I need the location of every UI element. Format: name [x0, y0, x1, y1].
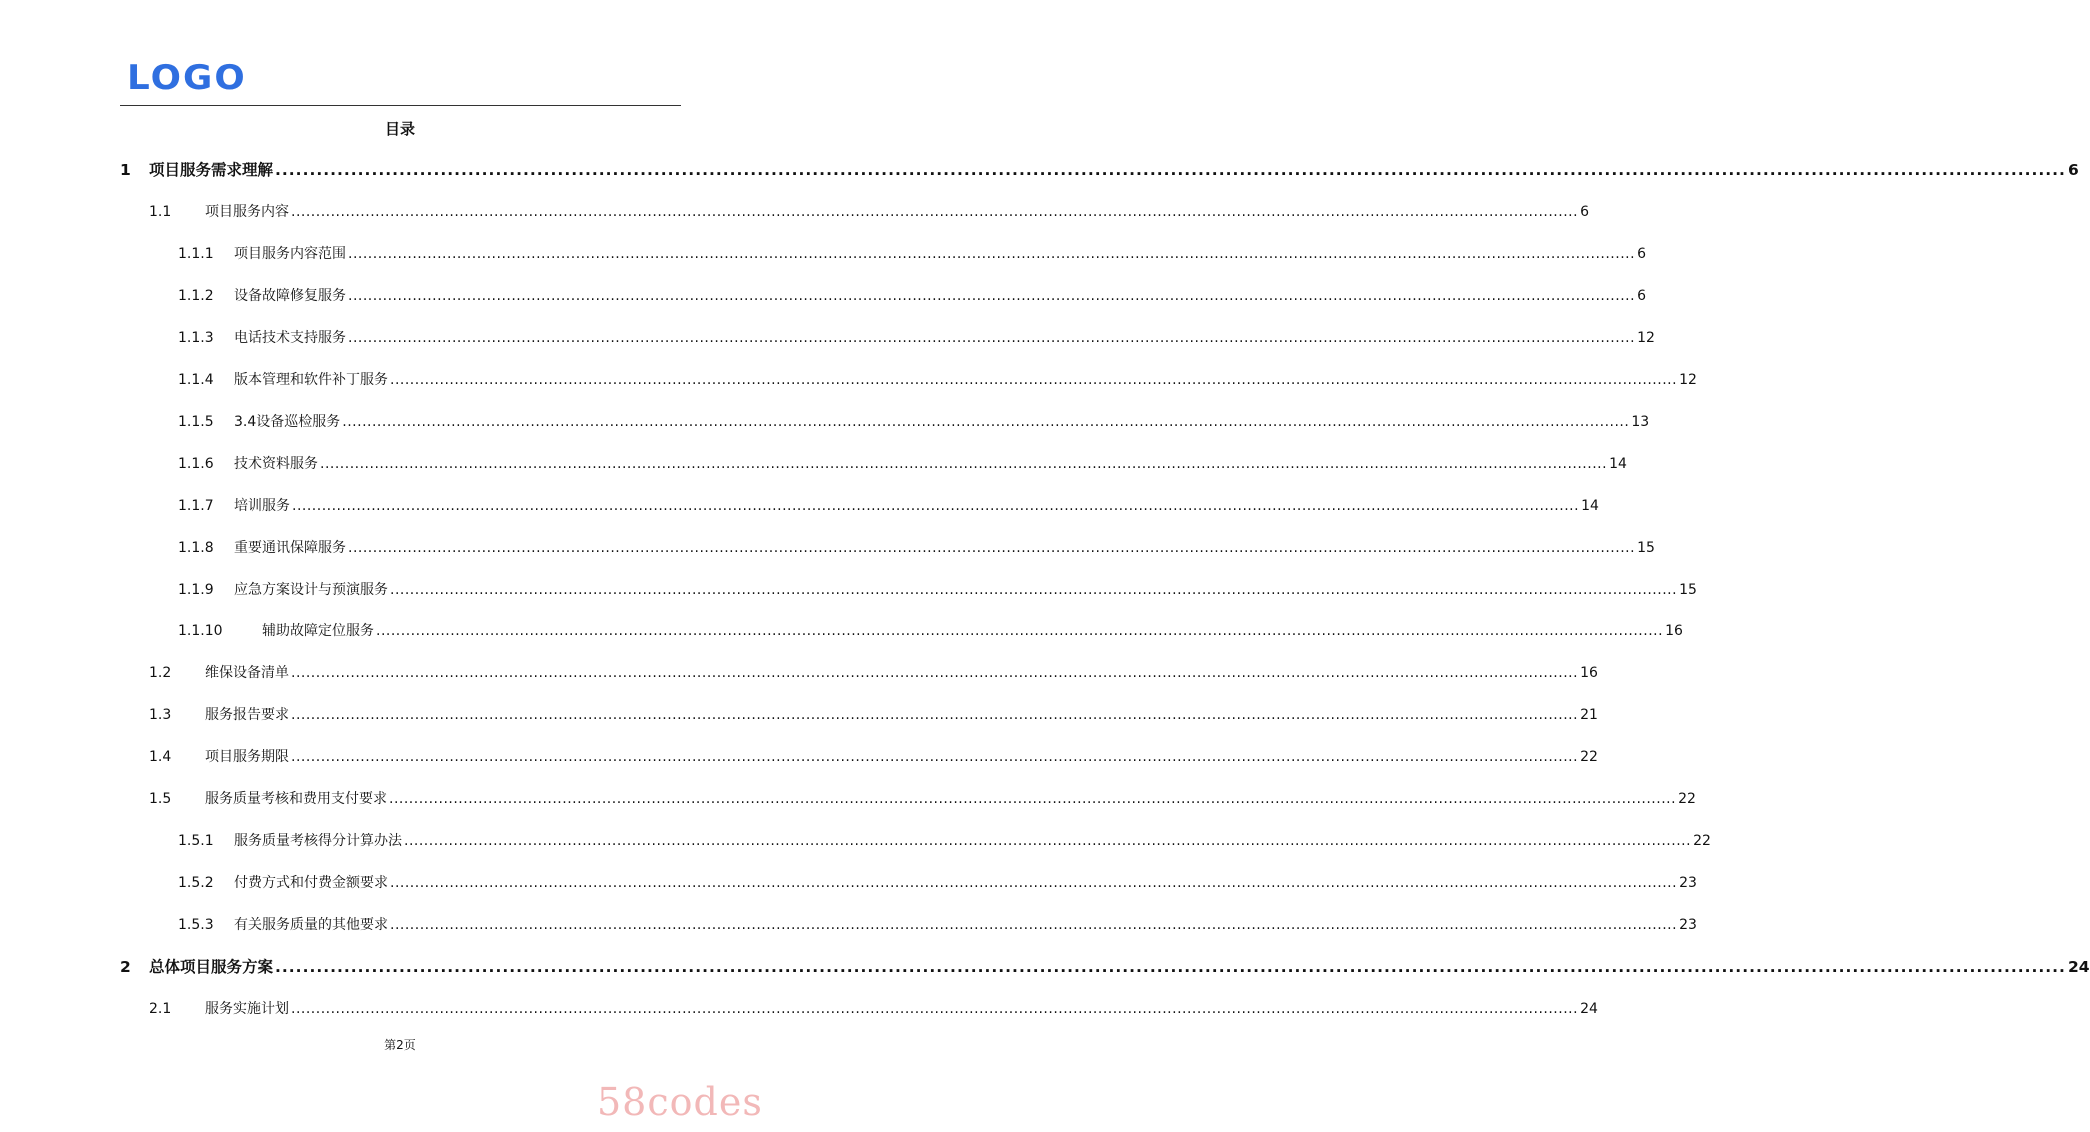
toc-entry-number: 1.4	[149, 749, 172, 766]
toc-entry-page: 16	[1580, 665, 1598, 682]
toc-entry-title: 总体项目服务方案	[149, 958, 274, 977]
toc-entry-page: 23	[1679, 875, 1697, 892]
toc-entry[interactable]	[178, 538, 1655, 558]
toc-entry-title: 项目服务期限	[205, 749, 289, 766]
toc-entry-title: 有关服务质量的其他要求	[234, 917, 388, 934]
toc-entry-page: 24	[2067, 958, 2090, 977]
toc-entry-number: 1.1.9	[178, 581, 214, 598]
toc-entry[interactable]	[178, 873, 1697, 893]
page-number: 第2页	[384, 1038, 416, 1052]
toc-entry[interactable]	[178, 454, 1627, 474]
watermark: 58codes	[597, 1080, 763, 1124]
header-divider	[120, 105, 681, 106]
toc-entry[interactable]	[149, 789, 1696, 809]
toc-entry-page: 21	[1580, 707, 1598, 724]
toc-entry[interactable]	[149, 999, 1598, 1019]
toc-entry-page: 6	[1580, 203, 1589, 220]
toc-dot-leader: ....................................................................................................................................................................................................................................................................	[291, 749, 1579, 766]
toc-entry-number: 2	[120, 958, 131, 977]
toc-entry-page: 13	[1631, 413, 1650, 430]
toc-entry[interactable]	[178, 244, 1646, 264]
toc-dot-leader: ....................................................................................................................................................................................................................................................................	[291, 203, 1579, 220]
toc-dot-leader: ....................................................................................................................................................................................................................................................................	[404, 833, 1692, 850]
toc-dot-leader: ....................................................................................................................................................................................................................................................................	[348, 539, 1636, 556]
toc-dot-leader: ....................................................................................................................................................................................................................................................................	[275, 161, 2066, 179]
toc-entry-page: 22	[1580, 749, 1598, 766]
toc-entry-page: 22	[1678, 791, 1696, 808]
toc-entry[interactable]	[178, 580, 1697, 600]
toc-entry-number: 1.1.8	[178, 539, 214, 556]
toc-entry[interactable]	[120, 957, 2090, 977]
toc-entry-number: 1.1.5	[178, 413, 214, 430]
toc-entry-page: 16	[1665, 623, 1683, 640]
toc-entry-number: 1.1.3	[178, 329, 214, 346]
toc-entry-page: 6	[2067, 161, 2079, 179]
toc-entry-page: 15	[1637, 539, 1655, 556]
toc-entry-number: 1.5.1	[178, 833, 214, 850]
toc-entry[interactable]	[149, 747, 1598, 767]
toc-entry-number: 1.1.1	[178, 245, 214, 262]
toc-entry-number: 2.1	[149, 1001, 172, 1017]
toc-entry-title: 培训服务	[234, 497, 290, 514]
toc-entry[interactable]	[120, 160, 2079, 180]
toc-dot-leader: ....................................................................................................................................................................................................................................................................	[390, 371, 1678, 388]
toc-entry-title: 服务质量考核和费用支付要求	[205, 791, 387, 808]
toc-dot-leader: ....................................................................................................................................................................................................................................................................	[291, 1001, 1579, 1017]
toc-dot-leader: ....................................................................................................................................................................................................................................................................	[292, 497, 1580, 514]
toc-entry-number: 1.1.10	[178, 623, 223, 640]
toc-entry-page: 14	[1609, 455, 1627, 472]
toc-entry-title: 应急方案设计与预演服务	[234, 581, 388, 598]
toc-entry-page: 22	[1693, 833, 1711, 850]
toc-entry[interactable]	[178, 915, 1697, 935]
toc-entry-page: 6	[1637, 287, 1646, 304]
toc-entry-title: 服务质量考核得分计算办法	[234, 833, 402, 850]
toc-entry-title: 服务实施计划	[205, 1001, 289, 1017]
toc-entry-page: 6	[1637, 245, 1646, 262]
toc-entry-page: 14	[1581, 497, 1599, 514]
toc-entry-page: 24	[1580, 1001, 1598, 1017]
toc-entry-number: 1.1.7	[178, 497, 214, 514]
toc-entry-title: 电话技术支持服务	[234, 329, 346, 346]
toc-entry-title: 付费方式和付费金额要求	[234, 875, 388, 892]
toc-dot-leader: ....................................................................................................................................................................................................................................................................	[348, 329, 1636, 346]
toc-entry-page: 15	[1679, 581, 1697, 598]
toc-entry-number: 1.1.2	[178, 287, 214, 304]
toc-dot-leader: ....................................................................................................................................................................................................................................................................	[348, 287, 1636, 304]
toc-entry[interactable]	[178, 621, 1683, 641]
toc-entry-number: 1.5.3	[178, 917, 214, 934]
toc-entry[interactable]	[149, 202, 1589, 222]
toc-entry[interactable]	[178, 831, 1711, 851]
toc-entry-number: 1.5	[149, 791, 172, 808]
toc-entry-title: 辅助故障定位服务	[262, 623, 374, 640]
toc-entry-page: 23	[1679, 917, 1697, 934]
logo: LOGO	[127, 58, 247, 98]
toc-dot-leader: ....................................................................................................................................................................................................................................................................	[389, 791, 1677, 808]
toc-dot-leader: ....................................................................................................................................................................................................................................................................	[390, 917, 1678, 934]
toc-entry-title: 服务报告要求	[205, 707, 289, 724]
toc-entry-page: 12	[1679, 371, 1697, 388]
toc-dot-leader: ....................................................................................................................................................................................................................................................................	[348, 245, 1636, 262]
toc-entry-title: 3.4设备巡检服务	[234, 413, 341, 430]
toc-entry-title: 项目服务内容	[205, 203, 289, 220]
toc-entry-title: 项目服务内容范围	[234, 245, 346, 262]
toc-dot-leader: ....................................................................................................................................................................................................................................................................	[275, 958, 2066, 977]
toc-entry-number: 1	[120, 161, 131, 179]
toc-entry-title: 技术资料服务	[234, 455, 318, 472]
toc-entry-title: 项目服务需求理解	[149, 161, 274, 179]
toc-entry-number: 1.5.2	[178, 875, 214, 892]
toc-entry-number: 1.3	[149, 707, 172, 724]
toc-dot-leader: ....................................................................................................................................................................................................................................................................	[390, 581, 1678, 598]
toc-dot-leader: ....................................................................................................................................................................................................................................................................	[342, 413, 1630, 430]
toc-entry-title: 设备故障修复服务	[234, 287, 346, 304]
toc-entry-number: 1.2	[149, 665, 172, 682]
toc-entry-title: 维保设备清单	[205, 665, 289, 682]
toc-entry[interactable]	[178, 412, 1650, 432]
toc-entry-number: 1.1	[149, 203, 172, 220]
toc-entry-number: 1.1.6	[178, 455, 214, 472]
toc-entry[interactable]	[178, 328, 1655, 348]
toc-dot-leader: ....................................................................................................................................................................................................................................................................	[291, 707, 1579, 724]
toc-entry[interactable]	[149, 705, 1598, 725]
toc-entry-title: 重要通讯保障服务	[234, 539, 346, 556]
toc-entry[interactable]	[178, 286, 1646, 306]
toc-entry[interactable]	[149, 663, 1598, 683]
toc-title: 目录	[384, 120, 415, 138]
toc-dot-leader: ....................................................................................................................................................................................................................................................................	[320, 455, 1608, 472]
toc-entry[interactable]	[178, 496, 1599, 516]
toc-entry-page: 12	[1637, 329, 1655, 346]
toc-dot-leader: ....................................................................................................................................................................................................................................................................	[376, 623, 1664, 640]
toc-entry[interactable]	[178, 370, 1697, 390]
toc-dot-leader: ....................................................................................................................................................................................................................................................................	[390, 875, 1678, 892]
toc-entry-number: 1.1.4	[178, 371, 214, 388]
toc-dot-leader: ....................................................................................................................................................................................................................................................................	[291, 665, 1579, 682]
toc-entry-title: 版本管理和软件补丁服务	[234, 371, 388, 388]
